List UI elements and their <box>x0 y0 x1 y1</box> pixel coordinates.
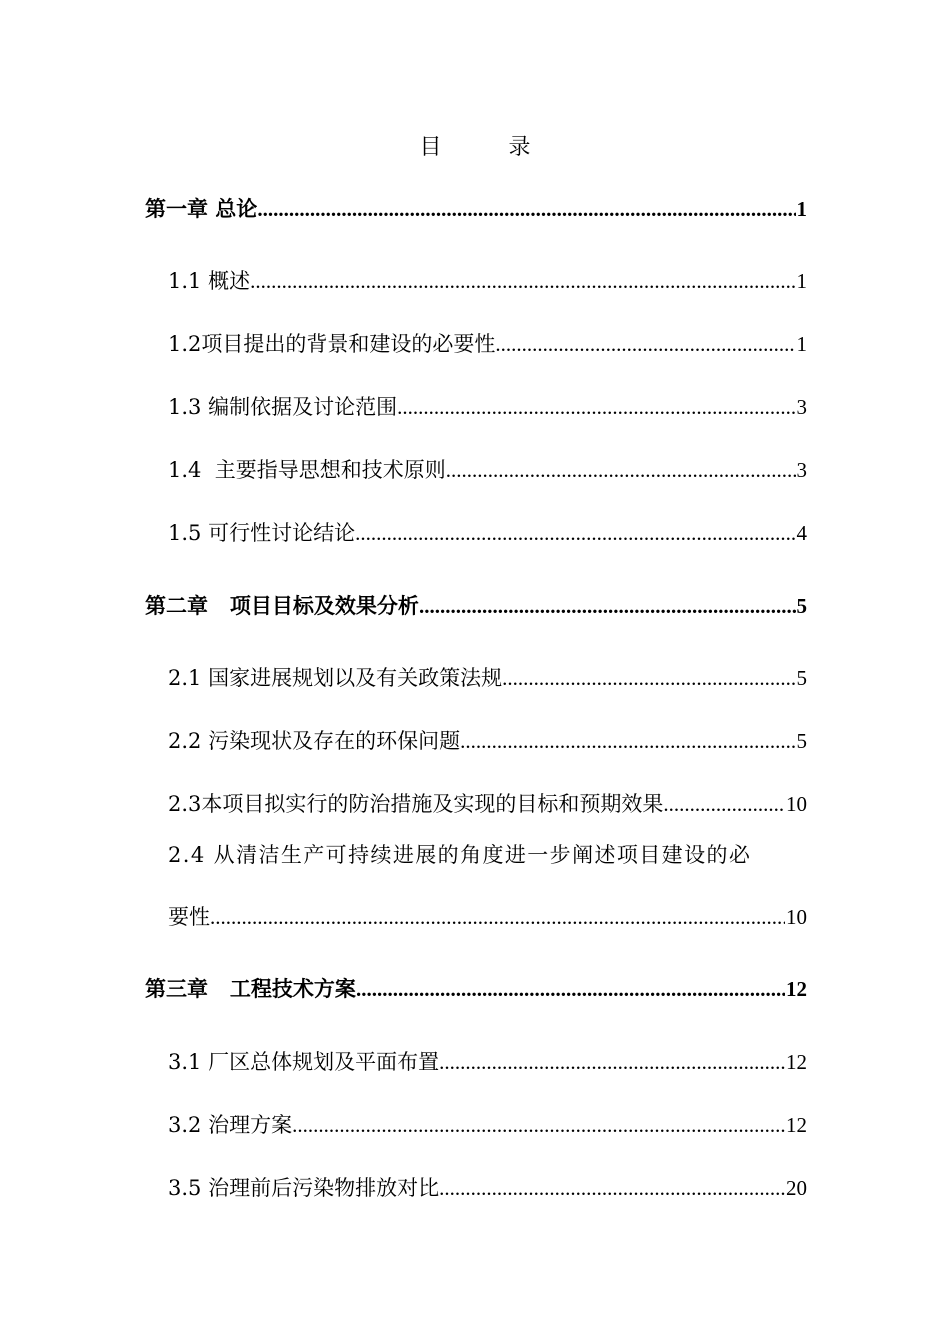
toc-entry-label: 3.5 治理前后污染物排放对比 <box>168 1176 440 1200</box>
dot-leader <box>210 905 785 930</box>
dot-leader <box>460 729 795 754</box>
toc-entry-1-3[interactable] <box>168 391 807 421</box>
dot-leader <box>292 1113 785 1138</box>
toc-entry-chapter-2[interactable] <box>145 590 807 620</box>
toc-entry-page-number: 10 <box>786 792 807 816</box>
dot-leader <box>355 521 795 546</box>
toc-entry-1-1[interactable] <box>168 265 807 295</box>
toc-entry-2-4[interactable] <box>168 901 807 931</box>
toc-entry-label: 第二章 项目目标及效果分析 <box>145 593 419 618</box>
dot-leader <box>356 977 785 1002</box>
toc-entry-label: 第一章 总论 <box>145 196 258 221</box>
toc-entry-1-2[interactable] <box>168 328 807 358</box>
toc-entry-label: 2.1 国家进展规划以及有关政策法规 <box>168 666 503 690</box>
dot-leader <box>495 332 795 357</box>
toc-entry-label: 2.2 污染现状及存在的环保问题 <box>168 729 461 753</box>
dot-leader <box>439 1176 785 1201</box>
toc-entry-3-2[interactable] <box>168 1109 807 1139</box>
toc-entry-page-number: 5 <box>796 594 807 618</box>
toc-entry-1-4[interactable] <box>168 454 807 484</box>
toc-entry-page-number: 1 <box>796 197 807 221</box>
toc-entry-page-number: 3 <box>796 395 807 419</box>
toc-entry-1-5[interactable] <box>168 517 807 547</box>
toc-title: 目 录 <box>419 135 561 160</box>
dot-leader <box>439 1050 785 1075</box>
toc-entry-2-3[interactable] <box>168 788 807 818</box>
toc-entry-label: 3.1 厂区总体规划及平面布置 <box>168 1050 440 1074</box>
toc-entry-page-number: 3 <box>796 458 807 482</box>
dot-leader <box>397 395 795 420</box>
toc-entry-chapter-1[interactable] <box>145 193 807 223</box>
toc-entry-page-number: 5 <box>796 666 807 690</box>
dot-leader <box>250 269 795 294</box>
toc-entry-2-4-line1[interactable]: 2.4 从清洁生产可持续进展的角度进一步阐述项目建设的必 <box>168 843 752 867</box>
toc-entry-page-number: 4 <box>796 521 807 545</box>
toc-entry-page-number: 5 <box>796 729 807 753</box>
toc-entry-3-1[interactable] <box>168 1046 807 1076</box>
dot-leader <box>419 594 796 619</box>
dot-leader <box>502 666 795 691</box>
toc-entry-label: 1.1 概述 <box>168 269 251 293</box>
toc-entry-label: 1.5 可行性讨论结论 <box>168 521 356 545</box>
toc-entry-3-5[interactable] <box>168 1172 807 1202</box>
toc-entry-page-number: 12 <box>786 1050 807 1074</box>
toc-entry-page-number: 12 <box>786 1113 807 1137</box>
dot-leader <box>663 792 785 817</box>
toc-entry-label: 2.3本项目拟实行的防治措施及实现的目标和预期效果 <box>168 792 664 816</box>
toc-entry-label: 第三章 工程技术方案 <box>145 976 356 1001</box>
toc-entry-page-number: 10 <box>786 905 807 929</box>
toc-entry-chapter-3[interactable] <box>145 973 807 1003</box>
toc-entry-page-number: 1 <box>796 332 807 356</box>
dot-leader <box>446 458 796 483</box>
toc-entry-page-number: 20 <box>786 1176 807 1200</box>
toc-entry-page-number: 12 <box>786 977 807 1001</box>
dot-leader <box>257 197 795 222</box>
toc-entry-2-1[interactable] <box>168 662 807 692</box>
toc-entry-label: 3.2 治理方案 <box>168 1113 293 1137</box>
toc-entry-label: 要性 <box>168 905 210 929</box>
toc-entry-2-2[interactable] <box>168 725 807 755</box>
toc-entry-label: 1.4 主要指导思想和技术原则 <box>168 458 446 482</box>
toc-entry-label: 1.3 编制依据及讨论范围 <box>168 395 398 419</box>
toc-entry-label: 1.2项目提出的背景和建设的必要性 <box>168 332 496 356</box>
toc-entry-page-number: 1 <box>796 269 807 293</box>
